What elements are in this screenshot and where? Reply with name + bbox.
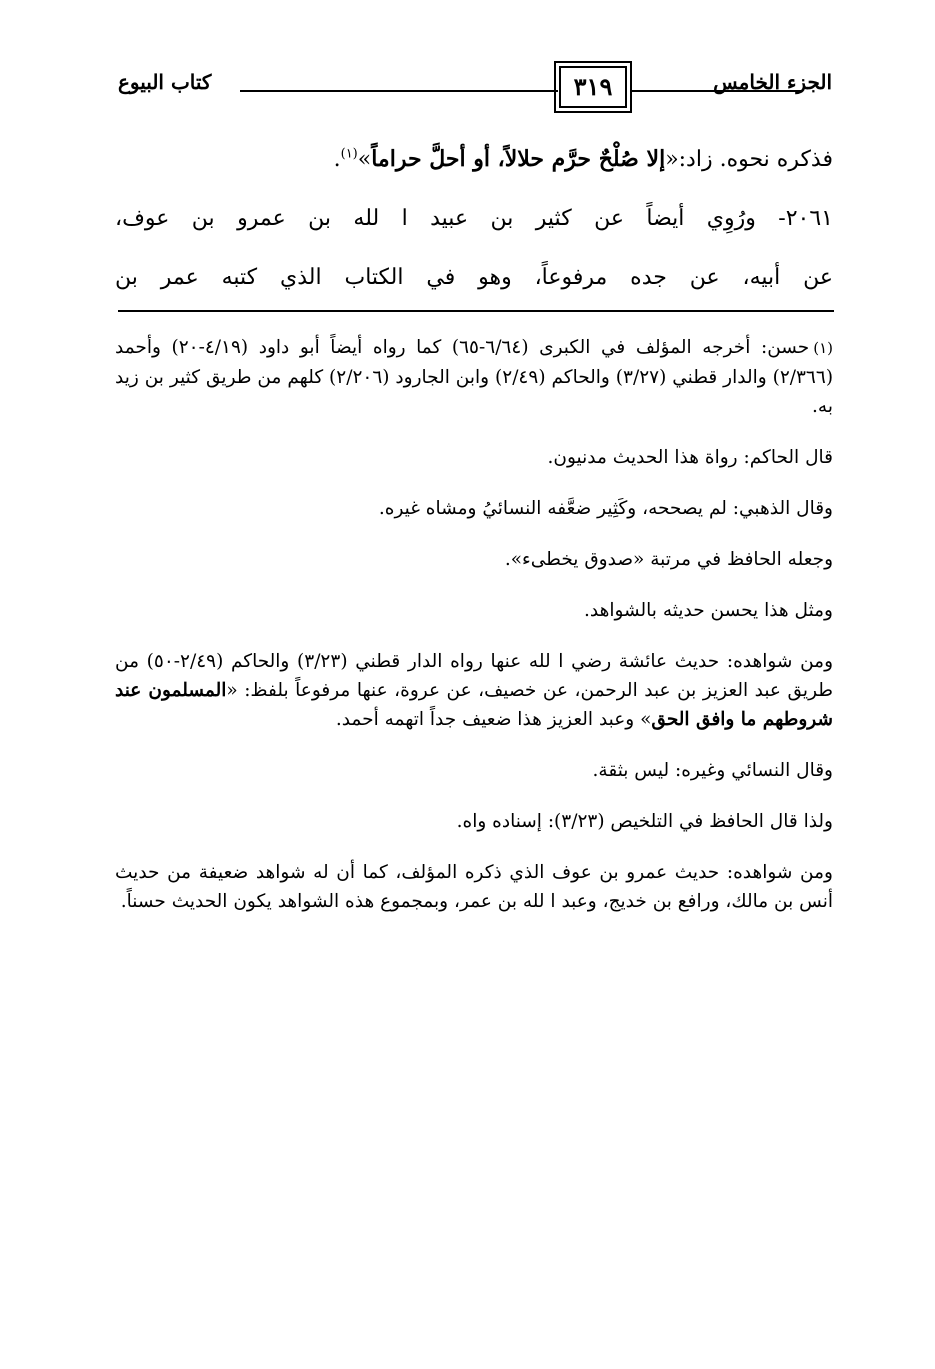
footnote-text-6a: ومن شواهده: حديث عائشة رضي ا لله عنها رواه الدار قطني (٣/٢٣) والحاكم (٢/٤٩-٥٠) من طريق عبد العزيز بن عبد الرحمن، عن خصيف، عن عروة، عنها مرفوعاً بلفظ: « [115, 651, 834, 701]
footnote-paragraph-4: وجعله الحافظ في مرتبة «صدوق يخطىء». [504, 549, 833, 570]
main-line-1-end: . [333, 147, 341, 172]
main-line-1-text: فذكره نحوه. زاد:« [665, 147, 833, 172]
footnote-paragraph-8: ولذا قال الحافظ في التلخيص (٣/٢٣): إسناده واه. [456, 811, 833, 832]
main-line-1 [115, 130, 833, 189]
footnote-text-6c: » وعبد العزيز هذا ضعيف جداً اتهمه أحمد. [335, 709, 652, 730]
hadith-quote: إلا صُلْحٌ حرَّم حلالاً، أو أحلَّ حراماً [371, 146, 666, 172]
volume-title: الجزء الخامس [713, 70, 832, 94]
footnote-paragraph-9: ومن شواهده: حديث عمرو بن عوف الذي ذكره المؤلف، كما أن له شواهد ضعيفة من حديث أنس بن مالك، ورافع بن خديج، وعبد ا لله بن عمر، وبمجموع هذه الشواهد يكون الحديث حسناً. [115, 862, 833, 912]
main-line-3: عن أبيه، عن جده مرفوعاً، وهو في الكتاب الذي كتبه عمر بن [115, 265, 833, 290]
footnote-paragraph-7: وقال النسائي وغيره: ليس بثقة. [592, 760, 833, 781]
page-number: ٣١٩ [559, 66, 627, 108]
footnote-paragraph-6 [115, 647, 833, 734]
footnote-paragraph-5: ومثل هذا يحسن حديثه بالشواهد. [583, 600, 833, 621]
footnote-separator [118, 310, 834, 312]
quote-close: » [357, 147, 372, 172]
footnote-text-1: حسن: أخرجه المؤلف في الكبرى (٦/٦٤-٦٥) كما رواه أيضاً أبو داود (٤/١٩-٢٠) وأحمد (٢/٣٦٦) والدار قطني (٣/٢٧) والحاكم (٢/٤٩) وابن الجارود (٢/٢٠٦) كلهم من طريق كثير بن زيد به. [115, 337, 834, 417]
footnote-paragraph-2: قال الحاكم: رواة هذا الحديث مدنيون. [547, 447, 833, 468]
header-rule-left [240, 90, 558, 92]
footnote-block [115, 333, 833, 938]
main-text [115, 130, 833, 307]
page-header [118, 62, 832, 106]
footnote-marker: (١) [813, 339, 834, 357]
footnote-paragraph-1 [115, 333, 833, 421]
hadith-quote-2: المسلمون عند شروطهم ما وافق الحق [115, 680, 833, 730]
main-line-2: ٢٠٦١- ورُوِي أيضاً عن كثير بن عبيد ا لله بن عمرو بن عوف، [115, 206, 833, 231]
header-rule-right [626, 90, 802, 92]
book-title: كتاب البيوع [118, 70, 212, 94]
footnote-reference: (١) [340, 146, 358, 162]
footnote-paragraph-3: وقال الذهبي: لم يصححه، وكَثِير ضعَّفه النسائيُ ومشاه غيره. [378, 498, 833, 519]
